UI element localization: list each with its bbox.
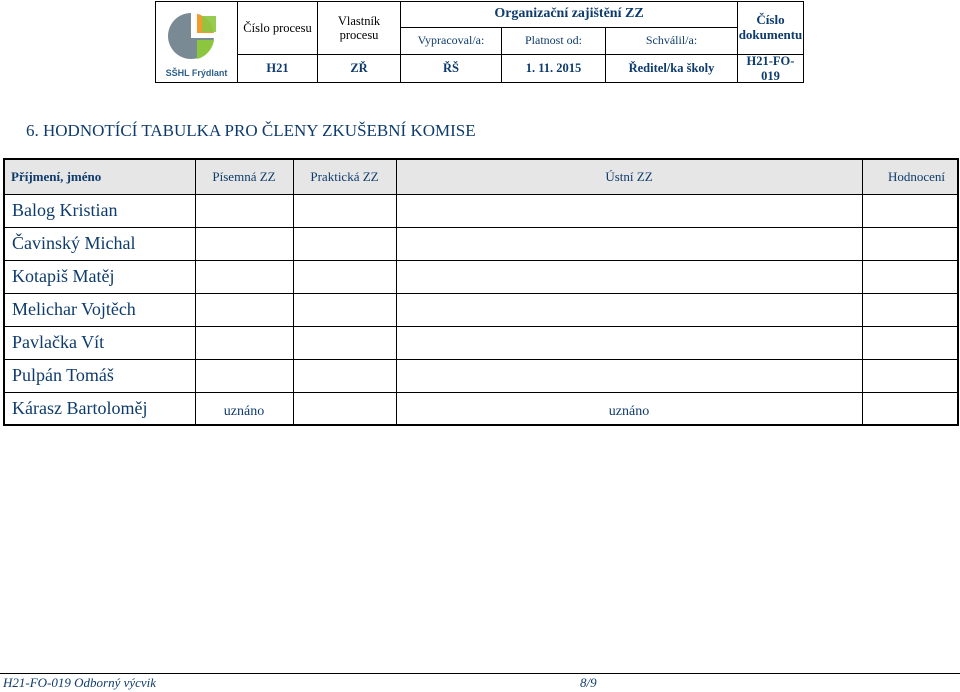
cell-pisemna: uznáno — [195, 392, 293, 425]
student-name: Pavlačka Vít — [4, 326, 195, 359]
school-logo — [156, 2, 238, 82]
label-cislo-dokumentu: Číslo dokumentu — [738, 2, 803, 55]
cell-ustni — [396, 359, 862, 392]
cell-prakticka — [293, 392, 396, 425]
value-vlastnik-procesu: ZŘ — [318, 55, 401, 82]
label-vypracoval: Vypracoval/a: — [401, 28, 502, 55]
student-name: Čavinský Michal — [4, 227, 195, 260]
cell-pisemna — [195, 326, 293, 359]
column-header-prakticka: Praktická ZZ — [293, 159, 396, 194]
table-row — [4, 392, 958, 425]
cell-prakticka — [293, 227, 396, 260]
cell-hodnoceni — [862, 227, 958, 260]
label-schvalil: Schválil/a: — [606, 28, 738, 55]
table-header-row — [4, 159, 958, 194]
evaluation-table — [3, 158, 959, 426]
label-vlastnik-procesu: Vlastník procesu — [318, 2, 401, 55]
cell-ustni — [396, 260, 862, 293]
student-name: Balog Kristian — [4, 194, 195, 227]
value-vypracoval: ŘŠ — [401, 55, 502, 82]
cell-prakticka — [293, 293, 396, 326]
student-name: Pulpán Tomáš — [4, 359, 195, 392]
cell-pisemna — [195, 227, 293, 260]
footer-document-label: H21-FO-019 Odborný výcvik — [3, 675, 157, 690]
table-row — [4, 260, 958, 293]
footer-page-number: 8/9 — [580, 675, 597, 690]
cell-prakticka — [293, 194, 396, 227]
value-cislo-dokumentu: H21-FO-019 — [746, 54, 795, 83]
column-header-hodnoceni: Hodnocení — [862, 159, 958, 194]
student-name: Kotapiš Matěj — [4, 260, 195, 293]
cell-ustni: uznáno — [396, 392, 862, 425]
cell-hodnoceni — [862, 260, 958, 293]
label-platnost: Platnost od: — [502, 28, 606, 55]
student-name: Melichar Vojtěch — [4, 293, 195, 326]
cell-hodnoceni — [862, 392, 958, 425]
column-header-ustni: Ústní ZZ — [396, 159, 862, 194]
label-cislo-procesu: Číslo procesu — [238, 2, 318, 55]
cell-hodnoceni — [862, 359, 958, 392]
student-name: Kárasz Bartoloměj — [4, 392, 195, 425]
cell-ustni — [396, 194, 862, 227]
value-cislo-procesu: H21 — [238, 55, 318, 82]
header-title: Organizační zajištění ZZ — [401, 2, 738, 28]
cell-pisemna — [195, 260, 293, 293]
table-row — [4, 359, 958, 392]
header-grid — [238, 2, 803, 82]
table-row — [4, 227, 958, 260]
cell-prakticka — [293, 326, 396, 359]
table-row — [4, 293, 958, 326]
table-row — [4, 194, 958, 227]
cell-prakticka — [293, 260, 396, 293]
value-schvalil: Ředitel/ka školy — [606, 55, 738, 82]
cell-ustni — [396, 326, 862, 359]
logo-text: SŠHL Frýdlant — [165, 68, 228, 78]
document-header — [155, 1, 804, 83]
cell-pisemna — [195, 194, 293, 227]
cell-hodnoceni — [862, 194, 958, 227]
section-heading: 6. HODNOTÍCÍ TABULKA PRO ČLENY ZKUŠEBNÍ KOMISE — [26, 121, 476, 140]
cell-prakticka — [293, 359, 396, 392]
column-header-name: Příjmení, jméno — [4, 159, 195, 194]
cell-pisemna — [195, 359, 293, 392]
cell-pisemna — [195, 293, 293, 326]
cell-hodnoceni — [862, 293, 958, 326]
cell-ustni — [396, 293, 862, 326]
cell-ustni — [396, 227, 862, 260]
column-header-pisemna: Písemná ZZ — [195, 159, 293, 194]
value-platnost: 1. 11. 2015 — [502, 55, 606, 82]
table-row — [4, 326, 958, 359]
cell-hodnoceni — [862, 326, 958, 359]
footer-divider — [0, 673, 960, 674]
